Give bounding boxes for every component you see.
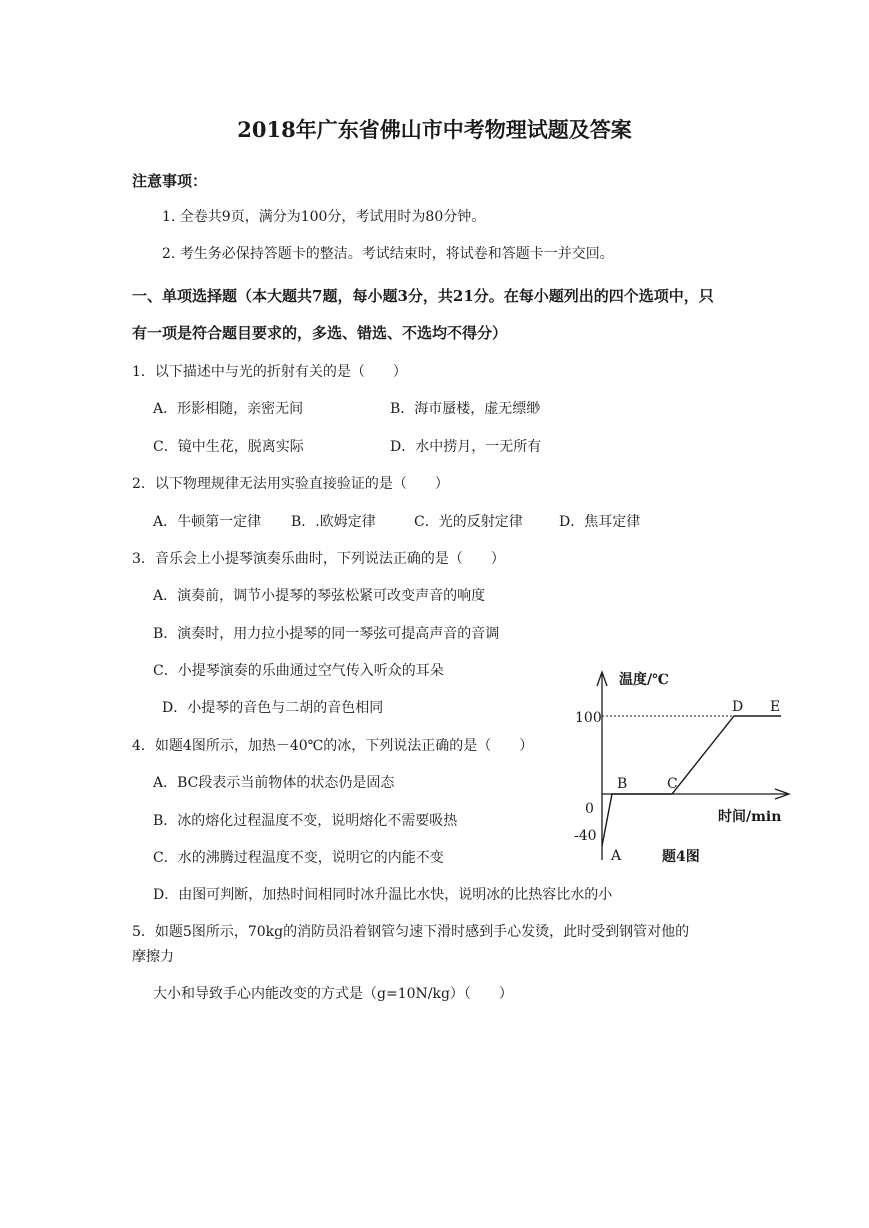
- q5-stem-line3: 大小和导致手心内能改变的方式是（g=10N/kg）（ ）: [153, 986, 513, 1002]
- q4-option-c: C．水的沸腾过程温度不变，说明它的内能不变: [153, 850, 444, 866]
- q1-option-c: C．镜中生花，脱离实际: [153, 439, 304, 455]
- point-label-e: E: [770, 699, 781, 715]
- section-heading-line1: 一、单项选择题（本大题共7题，每小题3分，共21分。在每小题列出的四个选项中，只: [132, 287, 714, 305]
- point-label-a: A: [611, 848, 622, 864]
- q2-option-b: B．.欧姆定律: [291, 514, 376, 530]
- q4-stem: 4．如题4图所示，加热－40℃的冰，下列说法正确的是（ ）: [132, 738, 534, 754]
- section-heading-line2: 有一项是符合题目要求的，多选、错选、不选均不得分）: [132, 324, 508, 342]
- tick-label-neg40: -40: [574, 828, 597, 844]
- q1-option-b: B．海市蜃楼，虚无缥缈: [390, 401, 541, 417]
- notice-item-1: 1. 全卷共9页，满分为100分，考试用时为80分钟。: [162, 209, 486, 225]
- q3-stem: 3．音乐会上小提琴演奏乐曲时，下列说法正确的是（ ）: [132, 551, 505, 567]
- notice-heading: 注意事项：: [132, 172, 208, 190]
- q2-option-d: D．焦耳定律: [559, 514, 641, 530]
- point-label-c: C: [667, 776, 678, 792]
- y-axis-label: 温度/℃: [619, 672, 669, 688]
- q3-option-a: A．演奏前，调节小提琴的琴弦松紧可改变声音的响度: [153, 588, 486, 604]
- heating-curve: [602, 716, 781, 846]
- q5-stem-line2: 摩擦力: [132, 949, 174, 965]
- q3-option-d: D．小提琴的音色与二胡的音色相同: [162, 700, 384, 716]
- tick-label-100: 100: [575, 710, 602, 726]
- tick-label-0: 0: [585, 801, 594, 817]
- figure-caption: 题4图: [662, 849, 700, 865]
- q2-option-a: A．牛顿第一定律: [153, 514, 262, 530]
- q2-stem: 2．以下物理规律无法用实验直接验证的是（ ）: [132, 476, 449, 492]
- q4-option-b: B．冰的熔化过程温度不变，说明熔化不需要吸热: [153, 813, 458, 829]
- point-label-b: B: [617, 776, 628, 792]
- heating-curve-figure: [565, 660, 805, 875]
- q1-stem: 1．以下描述中与光的折射有关的是（ ）: [132, 364, 407, 380]
- point-label-d: D: [732, 699, 744, 715]
- q2-option-c: C．光的反射定律: [414, 514, 523, 530]
- q3-option-c: C．小提琴演奏的乐曲通过空气传入听众的耳朵: [153, 663, 444, 679]
- q4-option-a: A．BC段表示当前物体的状态仍是固态: [153, 775, 395, 791]
- q1-option-a: A．形影相随，亲密无间: [153, 401, 304, 417]
- q5-stem-line1: 5．如题5图所示，70kg的消防员沿着钢管匀速下滑时感到手心发烫，此时受到钢管对他的: [132, 924, 690, 940]
- q1-option-d: D．水中捞月，一无所有: [390, 439, 542, 455]
- q3-option-b: B．演奏时，用力拉小提琴的同一琴弦可提高声音的音调: [153, 626, 500, 642]
- notice-item-2: 2. 考生务必保持答题卡的整洁。考试结束时，将试卷和答题卡一并交回。: [162, 246, 614, 262]
- x-axis-label: 时间/min: [718, 809, 782, 825]
- page-title: 2018年广东省佛山市中考物理试题及答案: [237, 117, 632, 142]
- q4-option-d: D．由图可判断，加热时间相同时冰升温比水快，说明冰的比热容比水的小: [153, 887, 613, 903]
